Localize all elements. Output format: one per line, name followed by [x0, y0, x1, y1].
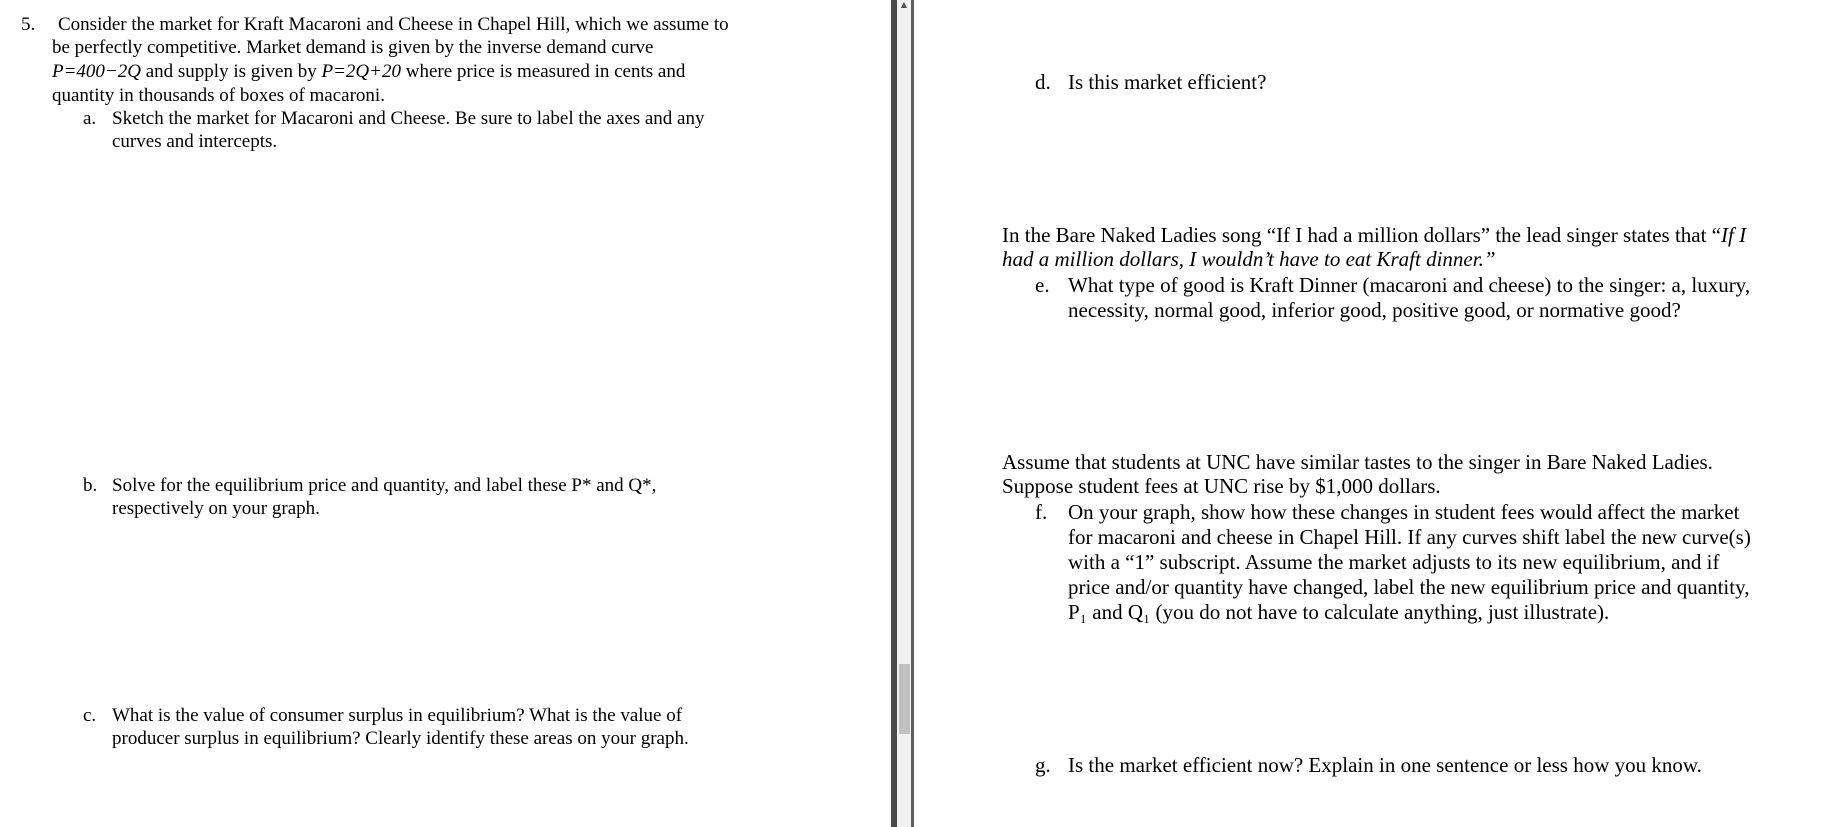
- part-d-text: Is this market efficient?: [1068, 70, 1267, 94]
- part-f-label: f.: [1035, 500, 1048, 524]
- song-quote-line-2: had a million dollars, I wouldn’t have to eat Kraft dinner.”: [1002, 247, 1496, 271]
- part-c-label: c.: [83, 705, 97, 726]
- part-e-line-2: necessity, normal good, inferior good, positive good, or normative good?: [1068, 298, 1681, 322]
- unc-intro-line-1: Assume that students at UNC have similar tastes to the singer in Bare Naked Ladies.: [1002, 450, 1713, 474]
- vertical-scrollbar[interactable]: [891, 0, 917, 827]
- unc-intro-line-2: Suppose student fees at UNC rise by $1,000 dollars.: [1002, 474, 1441, 498]
- question-5-number: 5.: [21, 14, 36, 35]
- part-d-label: d.: [1035, 70, 1051, 94]
- song-intro-line-1: [1002, 223, 1746, 248]
- part-f-line-2: for macaroni and cheese in Chapel Hill. If any curves shift label the new curve(s): [1068, 525, 1751, 549]
- scrollbar-thumb[interactable]: [899, 664, 910, 734]
- part-f-line-5: P₁ and Q₁ (you do not have to calculate anything, just illustrate).: [1068, 600, 1610, 624]
- part-a-line-2: curves and intercepts.: [112, 131, 278, 152]
- scroll-up-arrow-icon[interactable]: ▲: [900, 0, 908, 9]
- part-c-line-2: producer surplus in equilibrium? Clearly identify these areas on your graph.: [112, 728, 689, 749]
- part-g-text: Is the market efficient now? Explain in one sentence or less how you know.: [1068, 753, 1702, 777]
- demand-equation: P=400−2Q: [52, 61, 141, 82]
- left-page: [0, 0, 891, 827]
- question-5-line-1: Consider the market for Kraft Macaroni and Cheese in Chapel Hill, which we assume to: [58, 14, 729, 35]
- part-e-line-1: What type of good is Kraft Dinner (macaroni and cheese) to the singer: a, luxury,: [1068, 273, 1751, 297]
- right-page: [917, 0, 1827, 827]
- part-f-line-1: On your graph, show how these changes in student fees would affect the market: [1068, 500, 1740, 524]
- question-5-line-3-end: where price is measured in cents and: [400, 61, 686, 82]
- part-f-line-3: with a “1” subscript. Assume the market adjusts to its new equilibrium, and if: [1068, 550, 1720, 574]
- song-quote-start: If I: [1721, 223, 1747, 247]
- song-intro-line-1-start: In the Bare Naked Ladies song “If I had a million dollars” the lead singer states that “: [1002, 223, 1722, 247]
- question-5-line-4: quantity in thousands of boxes of macaroni.: [52, 85, 385, 106]
- question-5-line-3: [52, 60, 685, 84]
- part-a-line-1: Sketch the market for Macaroni and Cheese. Be sure to label the axes and any: [112, 108, 705, 129]
- part-g-label: g.: [1035, 753, 1051, 777]
- part-b-label: b.: [83, 475, 98, 496]
- part-b-line-2: respectively on your graph.: [112, 498, 320, 519]
- part-c-line-1: What is the value of consumer surplus in equilibrium? What is the value of: [112, 705, 683, 726]
- part-b-line-1: Solve for the equilibrium price and quantity, and label these P* and Q*,: [112, 475, 657, 496]
- question-5-line-3-mid: and supply is given by: [140, 61, 322, 82]
- part-e-label: e.: [1035, 273, 1050, 297]
- part-f-line-4: price and/or quantity have changed, label the new equilibrium price and quantity,: [1068, 575, 1750, 599]
- supply-equation: P=2Q+20: [321, 61, 401, 82]
- question-5-line-2: be perfectly competitive. Market demand is given by the inverse demand curve: [52, 37, 654, 58]
- part-a-label: a.: [83, 108, 97, 129]
- page-separator-right: [911, 0, 914, 827]
